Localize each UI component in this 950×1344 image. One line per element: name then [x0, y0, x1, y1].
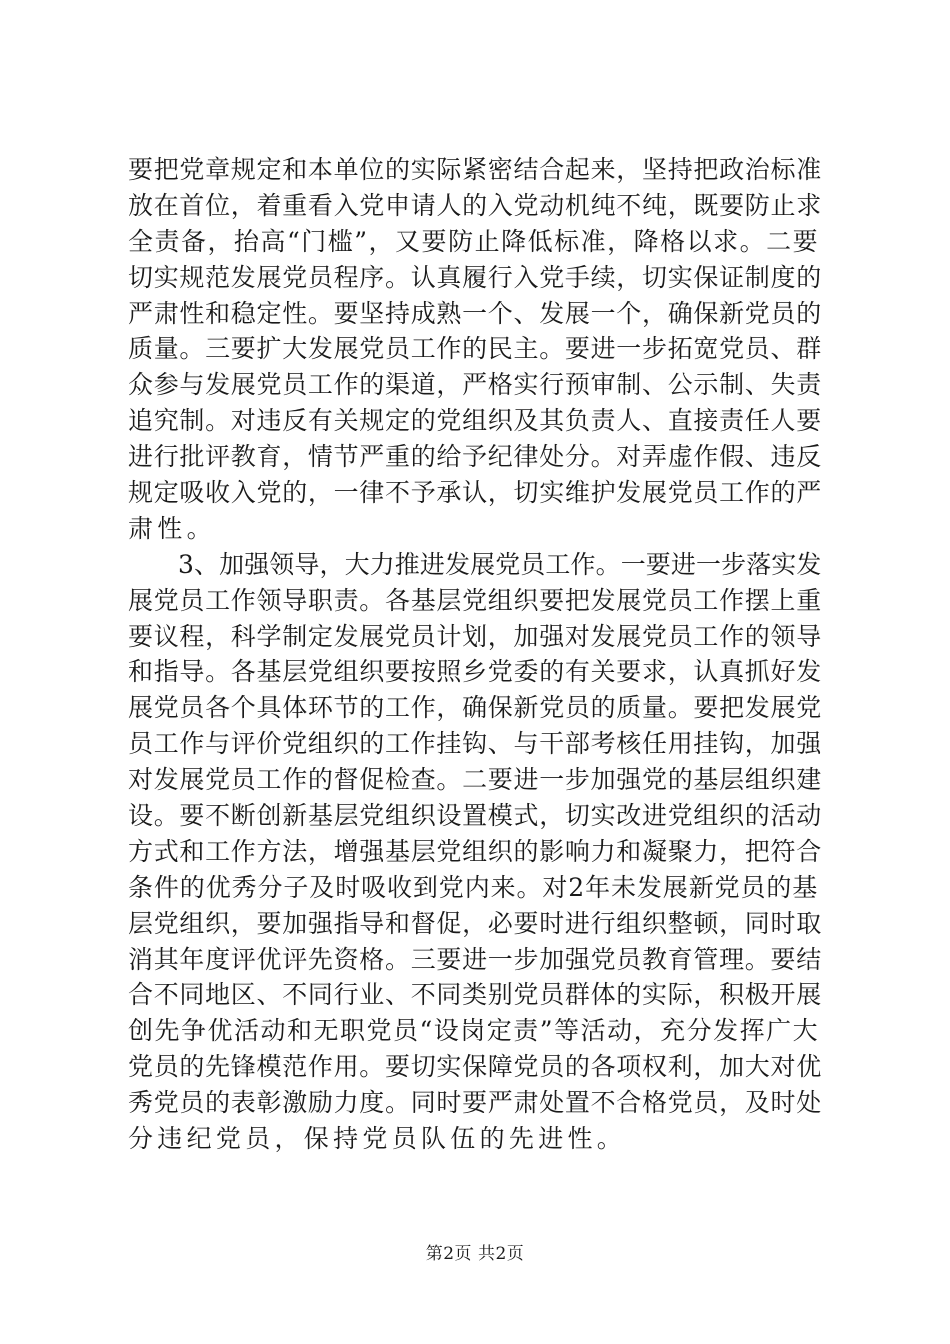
text-line: 进行批评教育，情节严重的给予纪律处分。对弄虚作假、违反 [128, 442, 822, 472]
text-line: 展党员各个具体环节的工作，确保新党员的质量。要把发展党 [128, 693, 822, 723]
text-line: 方式和工作方法，增强基层党组织的影响力和凝聚力，把符合 [128, 836, 822, 866]
text-line: 条件的优秀分子及时吸收到党内来。对2年未发展新党员的基 [128, 872, 819, 902]
text-line: 消其年度评优评先资格。三要进一步加强党员教育管理。要结 [128, 944, 822, 974]
body-text [128, 152, 822, 1157]
text-line: 规定吸收入党的，一律不予承认，切实维护发展党员工作的严 [128, 478, 822, 508]
paragraph-start-line: 3、加强领导，大力推进发展党员工作。一要进一步落实发 [178, 549, 822, 579]
text-line: 分违纪党员，保持党员队伍的先进性。 [128, 1124, 627, 1154]
text-line: 展党员工作领导职责。各基层党组织要把发展党员工作摆上重 [128, 585, 822, 615]
text-line: 合不同地区、不同行业、不同类别党员群体的实际，积极开展 [128, 980, 822, 1010]
text-line: 众参与发展党员工作的渠道，严格实行预审制、公示制、失责 [128, 370, 822, 400]
text-line: 质量。三要扩大发展党员工作的民主。要进一步拓宽党员、群 [128, 334, 822, 364]
text-line: 创先争优活动和无职党员“设岗定责”等活动，充分发挥广大 [128, 1016, 820, 1046]
text-line: 党员的先锋模范作用。要切实保障党员的各项权利，加大对优 [128, 1052, 822, 1082]
text-line: 要议程，科学制定发展党员计划，加强对发展党员工作的领导 [128, 621, 822, 651]
text-line: 严肃性和稳定性。要坚持成熟一个、发展一个，确保新党员的 [128, 298, 822, 328]
text-line: 设。要不断创新基层党组织设置模式，切实改进党组织的活动 [128, 801, 822, 831]
page-number-footer: 第2页 共2页 [425, 1244, 525, 1264]
text-line: 秀党员的表彰激励力度。同时要严肃处置不合格党员，及时处 [128, 1088, 822, 1118]
text-line: 切实规范发展党员程序。认真履行入党手续，切实保证制度的 [128, 262, 822, 292]
text-line: 层党组织，要加强指导和督促，必要时进行组织整顿，同时取 [128, 908, 822, 938]
text-line: 要把党章规定和本单位的实际紧密结合起来，坚持把政治标准 [128, 155, 822, 184]
text-line: 对发展党员工作的督促检查。二要进一步加强党的基层组织建 [128, 765, 822, 795]
text-line: 肃性。 [128, 513, 216, 543]
text-line: 全责备，抬高“门槛”，又要防止降低标准，降格以求。二要 [128, 226, 820, 256]
text-line: 和指导。各基层党组织要按照乡党委的有关要求，认真抓好发 [128, 657, 822, 687]
text-line: 放在首位，着重看入党申请人的入党动机纯不纯，既要防止求 [128, 190, 822, 220]
text-line: 员工作与评价党组织的工作挂钩、与干部考核任用挂钩，加强 [128, 729, 822, 759]
text-line: 追究制。对违反有关规定的党组织及其负责人、直接责任人要 [128, 406, 822, 436]
